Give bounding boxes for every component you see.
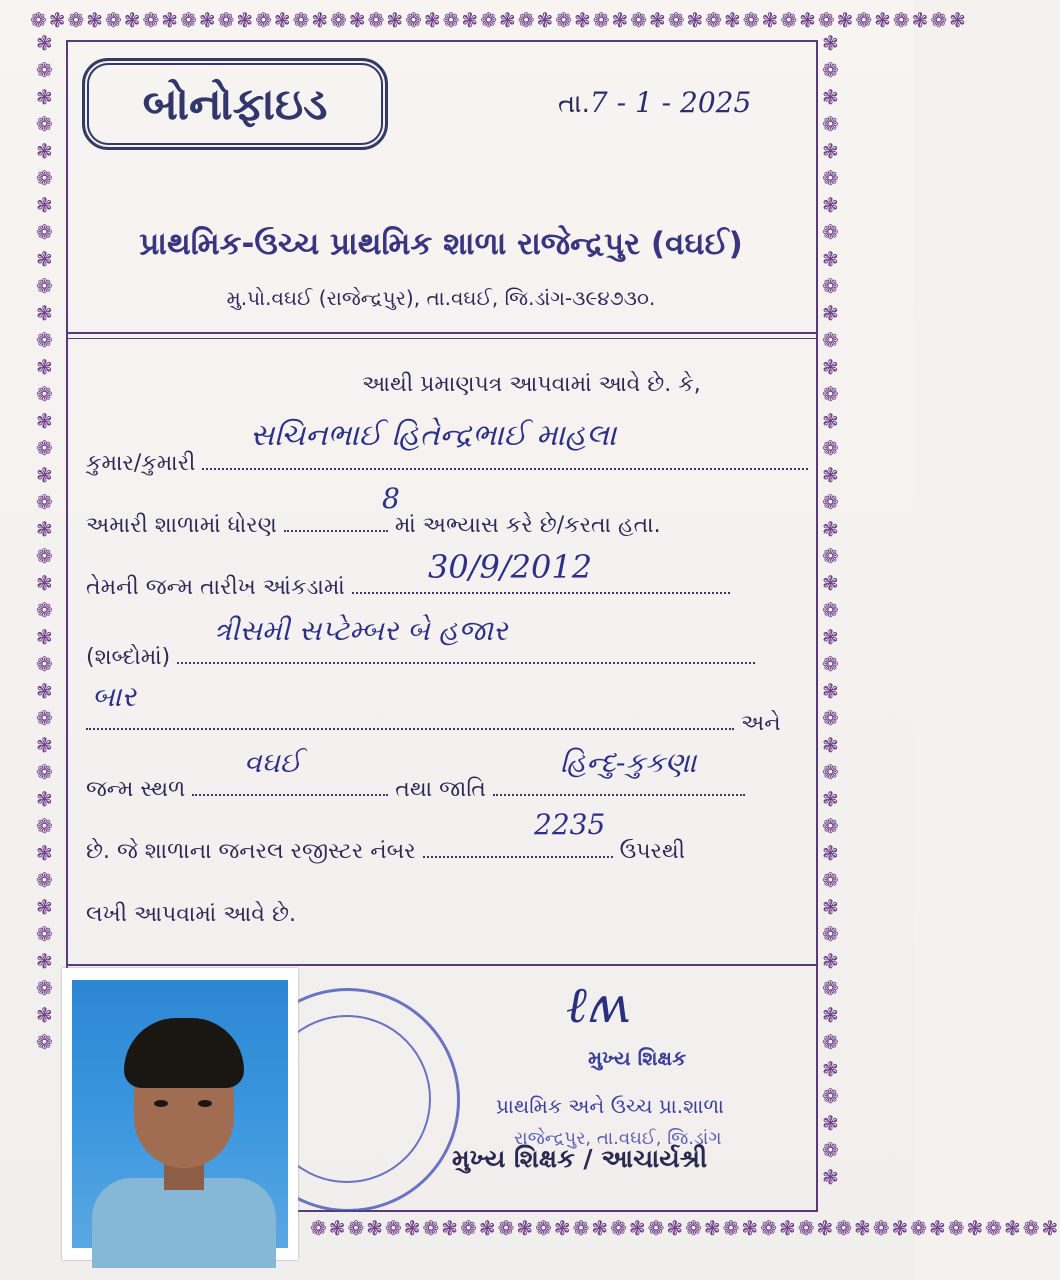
principal-signature: ℓʍ (566, 976, 630, 1034)
title-box (82, 58, 388, 150)
signature-address: રાજેન્દ્રપુર, તા.વઘઈ, જિ.ડાંગ (514, 1128, 722, 1149)
name-label: કુમાર/કુમારી (86, 451, 196, 476)
dob-digits-value: 30/9/2012 (428, 548, 593, 586)
dob-words-dots2 (86, 706, 734, 730)
header-divider (66, 332, 816, 334)
intro-text: આથી પ્રમાણપત્ર આપવામાં આવે છે. કે, (362, 372, 701, 397)
ornament-border-left: ❃❁❃❁❃❁❃❁❃❁❃❁❃❁❃❁❃❁❃❁❃❁❃❁❃❁❃❁❃❁❃❁❃❁❃❁❃❁ (36, 31, 53, 1054)
closing-text: લખી આપવામાં આવે છે. (86, 902, 296, 927)
birthplace-value: વઘઈ (244, 746, 302, 779)
date-value: 7 - 1 - 2025 (589, 86, 752, 119)
birthplace-label: જન્મ સ્થળ (86, 777, 186, 802)
standard-value: 8 (382, 482, 400, 515)
header-divider-thin (66, 338, 816, 339)
caste-value: હિન્દુ-કુકણા (560, 746, 697, 779)
caste-label: તથા જાતિ (395, 777, 486, 802)
date-line (558, 86, 751, 120)
student-photo-image (72, 980, 288, 1248)
dob-words-label: (શબ્દોમાં) (86, 645, 171, 670)
dob-words-line1: ત્રીસમી સપ્ટેમ્બર બે હજાર (214, 614, 508, 647)
signature-school: પ્રાથમિક અને ઉચ્ચ પ્રા.શાળા (496, 1094, 724, 1118)
ornament-border-right: ❃❁❃❁❃❁❃❁❃❁❃❁❃❁❃❁❃❁❃❁❃❁❃❁❃❁❃❁❃❁❃❁❃❁❃❁❃❁❃❁❃❁❃ (822, 31, 839, 1189)
dob-digits-row (86, 570, 730, 600)
student-photo (62, 968, 298, 1260)
dob-words-line2: બાર (92, 680, 136, 713)
and-label: અને (741, 711, 781, 736)
register-label-suffix: ઉપરથી (619, 839, 686, 864)
dob-words-row2 (86, 706, 781, 736)
standard-label-suffix: માં અભ્યાસ કરે છે/કરતા હતા. (394, 513, 661, 538)
school-address: મુ.પો.વઘઈ (રાજેન્દ્રપુર), તા.વઘઈ, જિ.ડાંગ-૩૯૪૭૩૦. (226, 286, 656, 310)
standard-label-prefix: અમારી શાળામાં ધોરણ (86, 513, 277, 538)
dob-digits-label: તેમની જન્મ તારીખ આંકડામાં (86, 575, 345, 600)
school-name: પ્રાથમિક-ઉચ્ચ પ્રાથમિક શાળા રાજેન્દ્રપુર (વઘઈ) (139, 226, 743, 262)
footer-divider (66, 964, 816, 966)
standard-dots (284, 508, 388, 532)
register-label-prefix: છે. જે શાળાના જનરલ રજીસ્ટર નંબર (86, 839, 416, 864)
date-label: તા. (558, 89, 590, 119)
register-number: 2235 (534, 808, 606, 841)
student-name: સચિનભાઈ હિતેન્દ્રભાઈ માહલા (250, 418, 617, 453)
ornament-border-bottom: ❁❃❁❃❁❃❁❃❁❃❁❃❁❃❁❃❁❃❁❃❁❃❁❃❁❃❁❃❁❃❁❃❁❃❁❃❁❃❁❃ (310, 1216, 1060, 1240)
standard-row (86, 508, 661, 538)
signature-role: મુખ્ય શિક્ષક / આચાર્યશ્રી (452, 1144, 708, 1173)
signature-title: મુખ્ય શિક્ષક (588, 1046, 687, 1070)
ornament-border-top: ❁❃❁❃❁❃❁❃❁❃❁❃❁❃❁❃❁❃❁❃❁❃❁❃❁❃❁❃❁❃❁❃❁❃❁❃❁❃❁❃❁❃❁❃❁❃❁❃❁❃ (30, 8, 968, 32)
certificate-title: બોનોફાઇડ (142, 78, 328, 130)
